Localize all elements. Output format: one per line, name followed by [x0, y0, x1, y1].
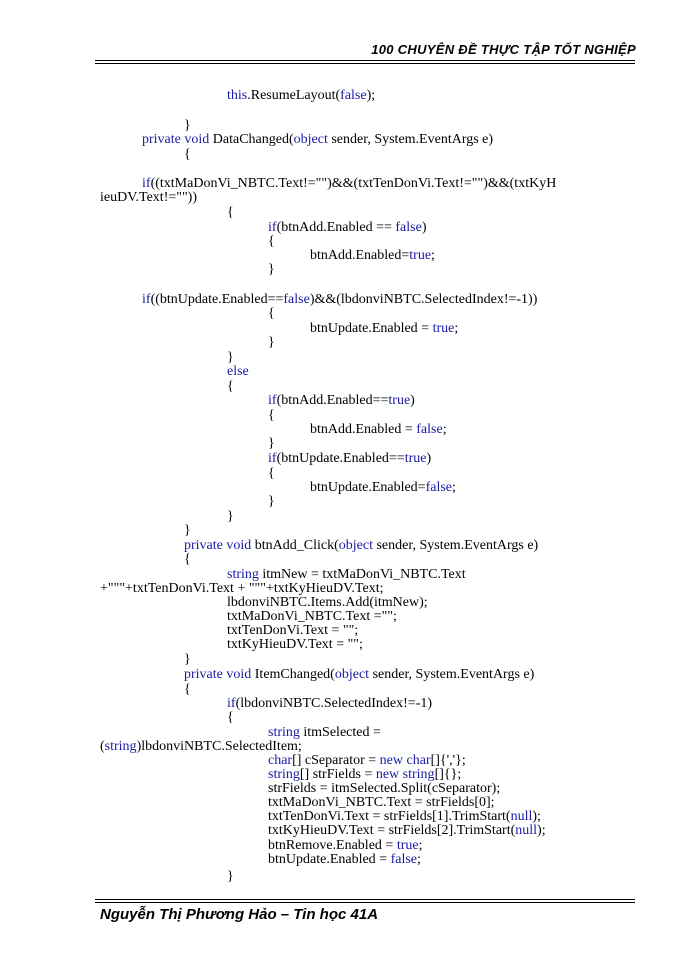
code-keyword: true — [432, 321, 455, 336]
code-text: )lbdonviNBTC.SelectedItem; — [136, 739, 302, 754]
code-line — [184, 552, 191, 567]
code-line — [142, 292, 537, 307]
code-text: btnAdd_Click( — [251, 538, 339, 553]
code-line — [268, 306, 275, 321]
code-keyword: char — [268, 753, 293, 768]
code-line — [227, 869, 234, 884]
code-keyword: char — [406, 753, 431, 768]
code-line — [227, 696, 432, 711]
code-keyword: object — [338, 538, 373, 553]
code-keyword: true — [388, 393, 411, 408]
code-text: { — [184, 682, 191, 697]
code-text: [] strFields = — [299, 767, 376, 782]
code-text: txtKyHieuDV.Text = ""; — [227, 637, 363, 652]
code-keyword: void — [226, 667, 252, 682]
code-line — [100, 739, 302, 754]
code-text: ((btnUpdate.Enabled== — [150, 292, 284, 307]
code-line — [184, 667, 534, 682]
code-text: sender, System.EventArgs e) — [369, 667, 535, 682]
code-text: ); — [537, 823, 546, 838]
code-text: { — [227, 710, 234, 725]
code-line — [184, 682, 191, 697]
code-line — [227, 609, 397, 624]
code-text: txtKyHieuDV.Text = strFields[2].TrimStart( — [268, 823, 516, 838]
code-line — [184, 652, 191, 667]
code-line — [227, 364, 249, 379]
code-line — [268, 809, 541, 824]
code-text: ; — [431, 248, 435, 263]
code-line — [227, 379, 234, 394]
code-text: ) — [421, 220, 427, 235]
code-text: (btnUpdate.Enabled== — [276, 451, 405, 466]
code-text: btnAdd.Enabled = — [310, 422, 417, 437]
code-text: { — [227, 205, 234, 220]
code-line — [268, 451, 431, 466]
code-text: itmNew = txtMaDonVi_NBTC.Text — [258, 567, 466, 582]
code-text: btnAdd.Enabled= — [310, 248, 410, 263]
code-text: } — [227, 869, 234, 884]
code-keyword: null — [510, 809, 533, 824]
code-keyword: this — [227, 88, 248, 103]
code-keyword: string — [104, 739, 137, 754]
code-line — [310, 480, 456, 495]
code-text: ; — [452, 480, 456, 495]
footer-author: Nguyễn Thị Phương Hảo – Tin học 41A — [100, 906, 379, 923]
code-text: ieuDV.Text!="")) — [100, 190, 198, 205]
code-line — [268, 393, 415, 408]
code-line — [184, 147, 191, 162]
code-keyword: private — [184, 667, 223, 682]
code-keyword: new — [379, 753, 403, 768]
code-keyword: object — [293, 132, 328, 147]
code-line — [227, 710, 234, 725]
code-text: ); — [532, 809, 541, 824]
code-text: { — [184, 552, 191, 567]
code-text: sender, System.EventArgs e) — [372, 538, 539, 553]
code-keyword: void — [226, 538, 252, 553]
code-keyword: true — [409, 248, 432, 263]
code-line — [100, 581, 383, 596]
code-text: { — [268, 466, 275, 481]
header-title: 100 CHUYÊN ĐỀ THỰC TẬP TỐT NGHIỆP — [371, 42, 636, 57]
code-text: } — [268, 436, 275, 451]
code-text: { — [227, 379, 234, 394]
code-keyword: new — [375, 767, 400, 782]
code-line — [268, 767, 461, 782]
code-keyword: else — [227, 364, 249, 379]
code-line — [268, 408, 275, 423]
code-text: sender, System.EventArgs e) — [327, 132, 494, 147]
code-line — [184, 538, 538, 553]
code-line — [227, 350, 234, 365]
code-text: +"""+txtTenDonVi.Text + """+txtKyHieuDV.Text; — [100, 581, 384, 596]
code-line — [227, 205, 234, 220]
code-keyword: private — [184, 538, 223, 553]
code-text: txtTenDonVi.Text = ""; — [227, 623, 359, 638]
code-keyword: string — [268, 725, 300, 740]
code-text: [] cSeparator = — [292, 753, 380, 768]
code-line — [184, 523, 191, 538]
code-text: []{','}; — [430, 753, 466, 768]
code-text: } — [184, 652, 191, 667]
code-line — [310, 422, 447, 437]
code-text: ( — [100, 739, 105, 754]
code-keyword: if — [142, 176, 151, 191]
footer-rule-bottom — [95, 902, 635, 903]
code-keyword: false — [340, 88, 367, 103]
code-line — [268, 795, 495, 810]
code-line — [100, 190, 197, 205]
code-line — [268, 220, 427, 235]
code-text: txtMaDonVi_NBTC.Text = strFields[0]; — [268, 795, 495, 810]
code-line — [310, 248, 435, 263]
code-keyword: null — [515, 823, 538, 838]
code-text: btnUpdate.Enabled= — [310, 480, 426, 495]
code-text: } — [268, 335, 275, 350]
code-keyword: if — [268, 451, 277, 466]
code-keyword: if — [142, 292, 151, 307]
footer-rule-top — [95, 899, 635, 900]
code-keyword: false — [395, 220, 422, 235]
code-keyword: private — [142, 132, 181, 147]
code-keyword: if — [268, 393, 277, 408]
code-keyword: false — [390, 852, 418, 867]
code-line — [268, 262, 275, 277]
code-text: { — [268, 306, 275, 321]
code-keyword: false — [283, 292, 310, 307]
code-text: { — [268, 408, 275, 423]
code-line — [268, 781, 500, 796]
code-text: btnRemove.Enabled = — [268, 838, 397, 853]
code-text: } — [268, 494, 275, 509]
code-line — [268, 234, 275, 249]
code-keyword: if — [227, 696, 236, 711]
code-text: } — [184, 118, 191, 133]
code-keyword: true — [396, 838, 419, 853]
code-text: ; — [418, 838, 423, 853]
code-line — [268, 335, 275, 350]
code-keyword: false — [425, 480, 453, 495]
code-line — [227, 567, 466, 582]
code-text: { — [268, 234, 275, 249]
code-line — [268, 838, 422, 853]
code-text: txtTenDonVi.Text = strFields[1].TrimStart( — [268, 809, 511, 824]
code-text: { — [184, 147, 191, 162]
code-text: btnUpdate.Enabled = — [268, 852, 391, 867]
code-text: (btnAdd.Enabled == — [276, 220, 396, 235]
code-line — [268, 725, 381, 740]
code-text: ) — [426, 451, 432, 466]
code-line — [227, 623, 358, 638]
code-line — [268, 852, 421, 867]
code-line — [227, 595, 428, 610]
code-text: ((txtMaDonVi_NBTC.Text!="")&&(txtTenDonVi.Text!="")&&(txtKyH — [150, 176, 557, 191]
code-text: (lbdonviNBTC.SelectedIndex!=-1) — [235, 696, 433, 711]
code-line — [142, 132, 493, 147]
code-text: .ResumeLayout( — [247, 88, 341, 103]
code-text: ; — [454, 321, 459, 336]
code-line — [227, 637, 363, 652]
code-text: } — [227, 350, 234, 365]
code-keyword: object — [334, 667, 370, 682]
code-text: ItemChanged( — [251, 667, 335, 682]
code-text: btnUpdate.Enabled = — [310, 321, 433, 336]
code-line — [268, 436, 275, 451]
code-keyword: true — [404, 451, 427, 466]
code-keyword: string — [402, 767, 435, 782]
code-text: (btnAdd.Enabled== — [276, 393, 389, 408]
code-text: )&&(lbdonviNBTC.SelectedIndex!=-1)) — [309, 292, 538, 307]
code-line — [268, 823, 546, 838]
code-text: ; — [417, 852, 421, 867]
code-line — [227, 509, 234, 524]
code-line — [268, 753, 466, 768]
code-line — [268, 494, 275, 509]
code-keyword: void — [184, 132, 210, 147]
code-text: strFields = itmSelected.Split(cSeparator); — [268, 781, 501, 796]
code-text: ; — [442, 422, 447, 437]
code-text: []{}; — [434, 767, 462, 782]
code-keyword: false — [416, 422, 443, 437]
code-keyword: string — [268, 767, 300, 782]
code-text: txtMaDonVi_NBTC.Text =""; — [227, 609, 397, 624]
code-keyword: if — [268, 220, 277, 235]
code-text: } — [184, 523, 191, 538]
code-text: DataChanged( — [209, 132, 294, 147]
code-line — [268, 466, 275, 481]
code-text: ) — [410, 393, 415, 408]
code-text: lbdonviNBTC.Items.Add(itmNew); — [227, 595, 428, 610]
code-line — [142, 176, 556, 191]
code-line — [184, 118, 191, 133]
code-text: itmSelected = — [299, 725, 381, 740]
code-text: } — [227, 509, 234, 524]
code-line — [227, 88, 375, 103]
code-text: } — [268, 262, 275, 277]
code-keyword: string — [227, 567, 259, 582]
code-text: ); — [366, 88, 376, 103]
code-line — [310, 321, 458, 336]
